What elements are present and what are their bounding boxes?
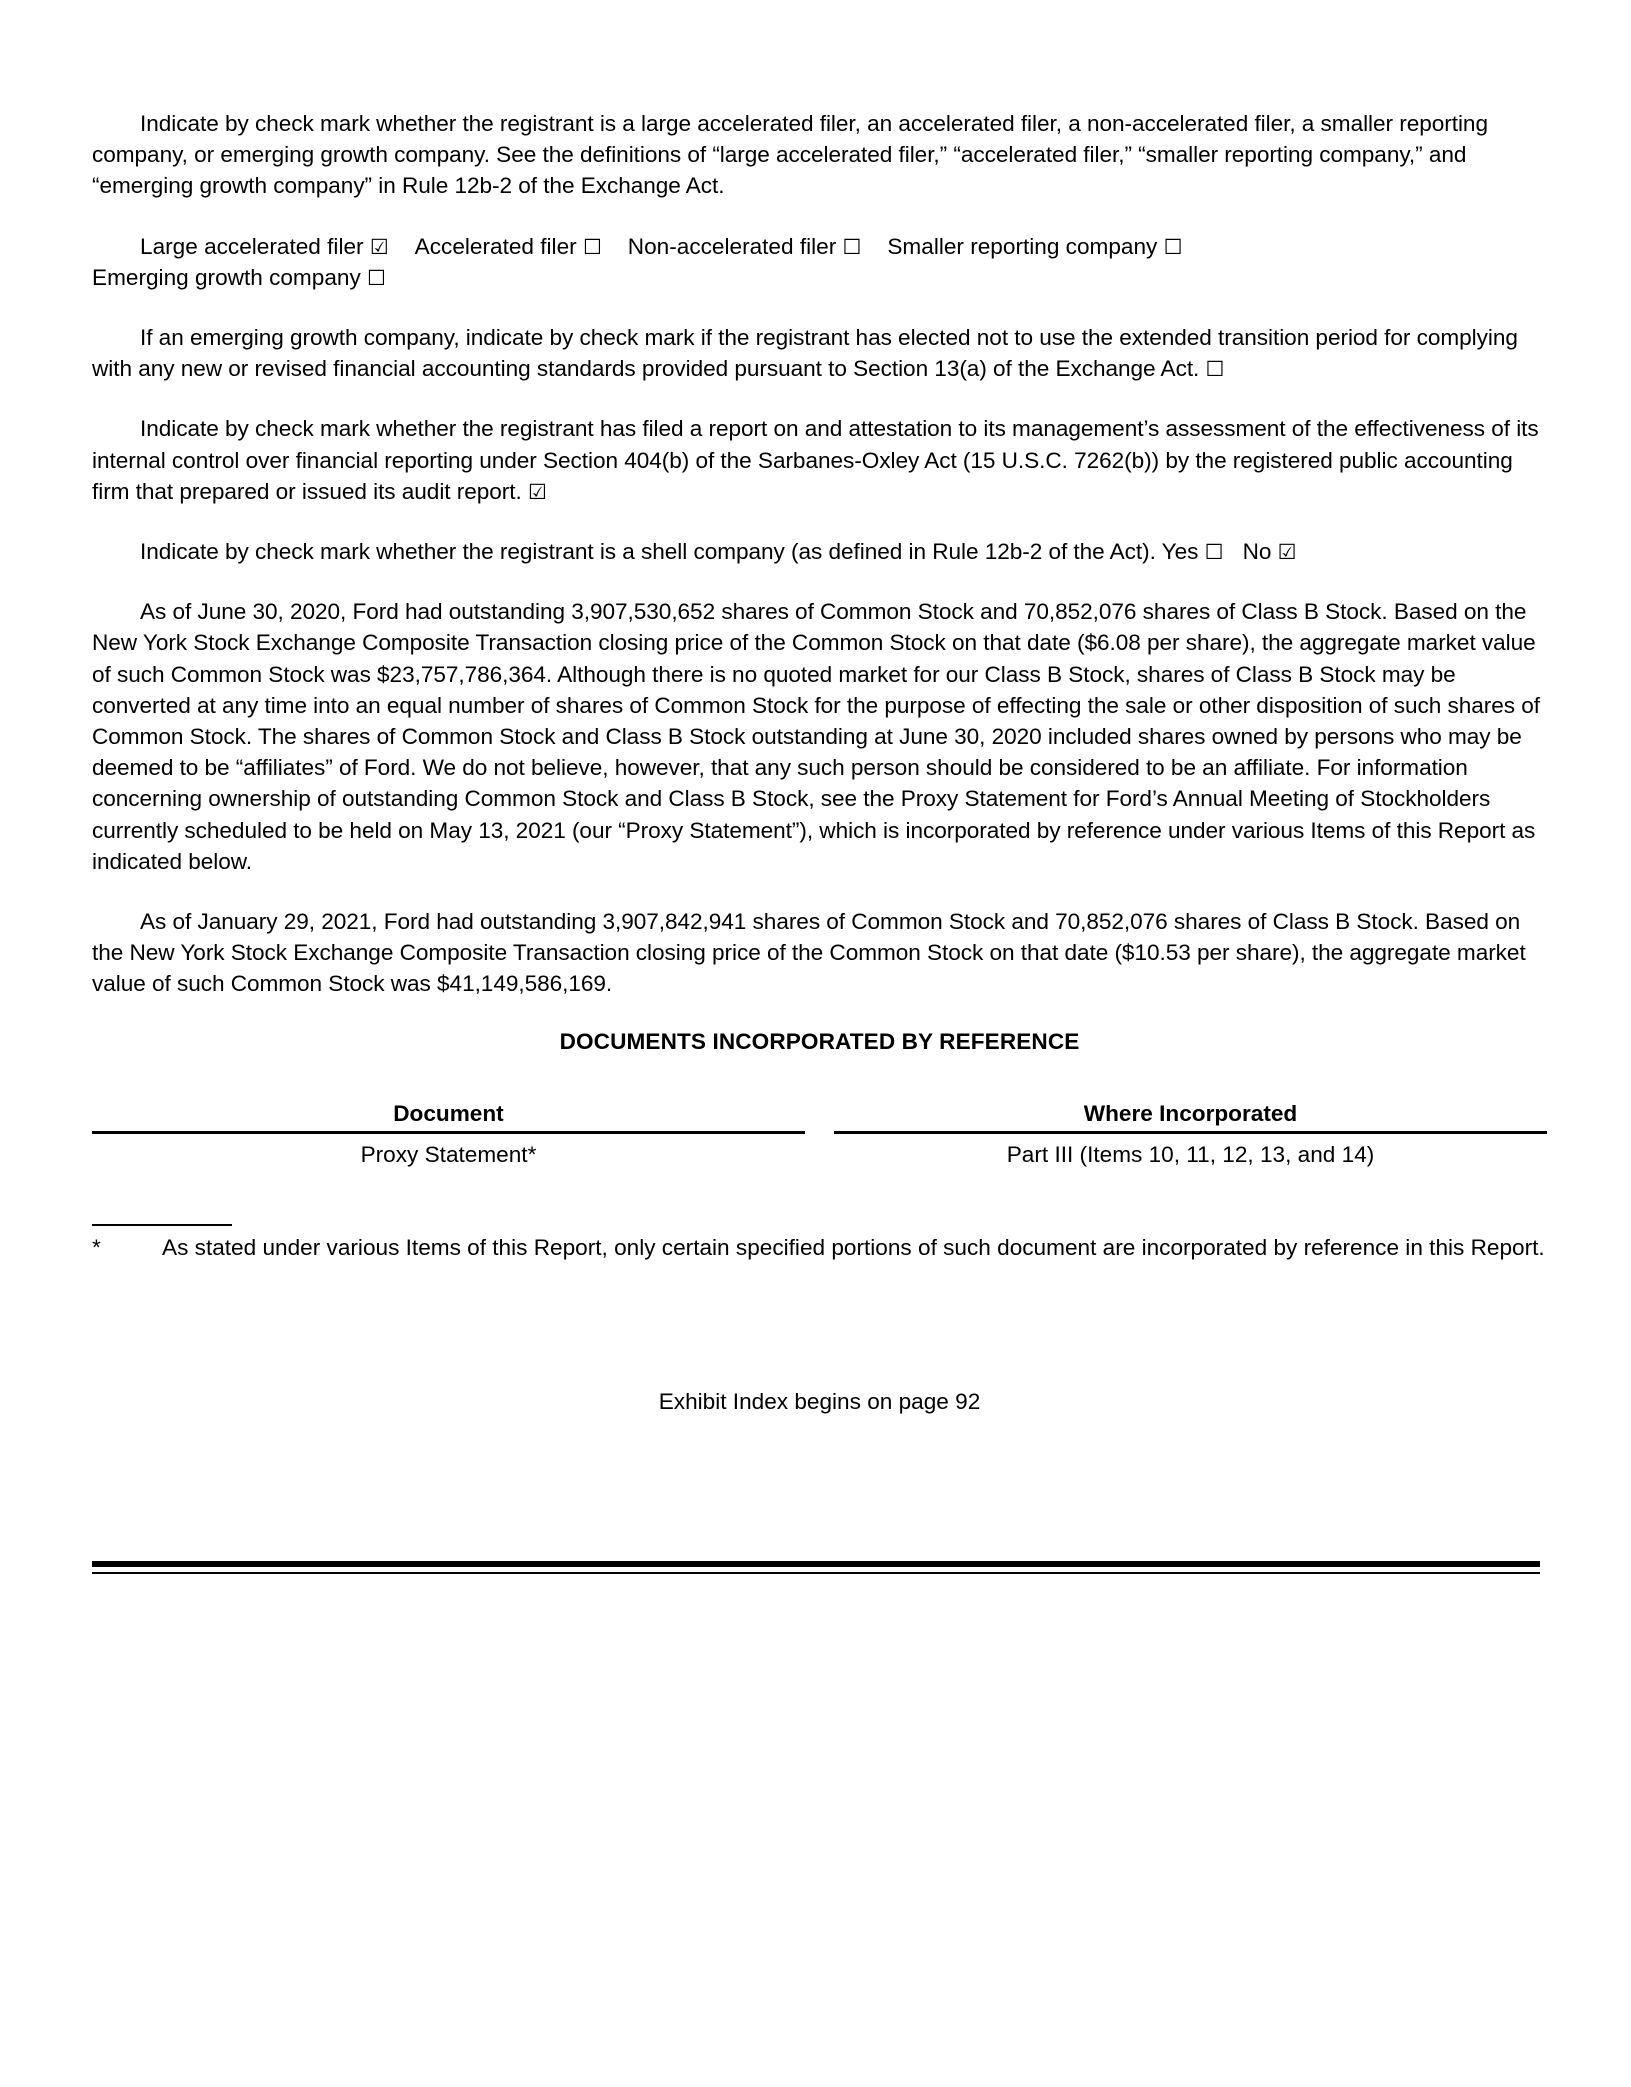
table-header-row bbox=[92, 1101, 1547, 1133]
checkbox-extended-transition-period[interactable]: ☐ bbox=[1205, 357, 1225, 382]
exhibit-index-note: Exhibit Index begins on page 92 bbox=[658, 1388, 981, 1414]
documents-incorporated-title: DOCUMENTS INCORPORATED BY REFERENCE bbox=[559, 1028, 1080, 1054]
checkbox-shell-company-no[interactable]: ☑ bbox=[1277, 540, 1297, 565]
checkbox-emerging-growth-company[interactable]: ☐ bbox=[367, 265, 386, 290]
documents-incorporated-table bbox=[92, 1101, 1547, 1168]
page-bottom-rule-thick bbox=[92, 1561, 1540, 1567]
cell-where-incorporated-part-iii: Part III (Items 10, 11, 12, 13, and 14) bbox=[1006, 1141, 1375, 1167]
filer-option-non-accelerated-label: Non-accelerated filer bbox=[627, 233, 843, 259]
paragraph-attestation-text: Indicate by check mark whether the registrant has filed a report on and attestation to its management’s assessment of the effectiveness of its internal control over financial reporting under Section 404(b) of the Sarbanes-Oxley Act (15 U.S.C. 7262(b)) by the registered public accounting firm that prepared or issued its audit report. bbox=[92, 416, 1539, 504]
shell-company-no-label: No bbox=[1236, 539, 1278, 565]
cell-document-proxy-statement: Proxy Statement* bbox=[360, 1141, 537, 1167]
checkbox-non-accelerated-filer[interactable]: ☐ bbox=[842, 234, 862, 259]
column-header-document: Document bbox=[92, 1101, 805, 1133]
filer-option-large-accelerated-label: Large accelerated filer bbox=[140, 233, 370, 259]
page-content bbox=[92, 108, 1547, 1415]
checkbox-attestation-filed[interactable]: ☑ bbox=[527, 479, 547, 504]
footnote-text: As stated under various Items of this Report, only certain specified portions of such document are incorporated by reference in this Report. bbox=[162, 1234, 1545, 1260]
footnote-divider bbox=[92, 1224, 232, 1226]
filer-option-smaller-reporting-label: Smaller reporting company bbox=[887, 233, 1164, 259]
column-header-where-incorporated: Where Incorporated bbox=[834, 1101, 1547, 1133]
footnote-marker: * bbox=[92, 1234, 101, 1260]
checkbox-shell-company-yes[interactable]: ☐ bbox=[1204, 540, 1224, 565]
filer-status-block bbox=[92, 231, 1547, 293]
footnote bbox=[92, 1232, 1547, 1263]
checkbox-smaller-reporting-company[interactable]: ☐ bbox=[1163, 234, 1183, 259]
paragraph-attestation bbox=[92, 413, 1547, 507]
paragraph-filer-intro: Indicate by check mark whether the registrant is a large accelerated filer, an accelerated filer, a non-accelerated filer, a smaller reporting company, or emerging growth company. See the definitions of “large accelerated filer,” “accelerated filer,” “smaller reporting company,” and “emerging growth company” in Rule 12b-2 of the Exchange Act. bbox=[92, 111, 1488, 199]
cell-spacer bbox=[805, 1132, 834, 1168]
column-spacer bbox=[805, 1101, 834, 1133]
table-row bbox=[92, 1132, 1547, 1168]
page-bottom-rule-thin bbox=[92, 1572, 1540, 1574]
paragraph-shell-company-text: Indicate by check mark whether the registrant is a shell company (as defined in Rule 12b-2 of the Act). Yes bbox=[140, 539, 1205, 565]
paragraph-emerging-growth bbox=[92, 322, 1547, 384]
paragraph-june-2020-shares: As of June 30, 2020, Ford had outstanding 3,907,530,652 shares of Common Stock and 70,852,076 shares of Class B Stock. Based on the New York Stock Exchange Composite Transaction closing price of the Common Stock on that date ($6.08 per share), the aggregate market value of such Common Stock was $23,757,786,364. Although there is no quoted market for our Class B Stock, shares of Class B Stock may be converted at any time into an equal number of shares of Common Stock for the purpose of effecting the sale or other disposition of such shares of Common Stock. The shares of Common Stock and Class B Stock outstanding at June 30, 2020 included shares owned by persons who may be deemed to be “affiliates” of Ford. We do not believe, however, that any such person should be considered to be an affiliate. For information concerning ownership of outstanding Common Stock and Class B Stock, see the Proxy Statement for Ford’s Annual Meeting of Stockholders currently scheduled to be held on May 13, 2021 (our “Proxy Statement”), which is incorporated by reference under various Items of this Report as indicated below. bbox=[92, 599, 1540, 874]
filer-option-emerging-growth-label: Emerging growth company bbox=[92, 264, 368, 290]
filer-option-accelerated-label: Accelerated filer bbox=[414, 233, 583, 259]
checkbox-accelerated-filer[interactable]: ☐ bbox=[582, 234, 602, 259]
paragraph-emerging-growth-text: If an emerging growth company, indicate by check mark if the registrant has elected not to use the extended transition period for complying with any new or revised financial accounting standards provided pursuant to Section 13(a) of the Exchange Act. bbox=[92, 325, 1518, 382]
checkbox-large-accelerated-filer[interactable]: ☑ bbox=[369, 234, 389, 259]
paragraph-shell-company bbox=[92, 536, 1547, 567]
filer-status-line-2 bbox=[92, 262, 1547, 293]
paragraph-january-2021-shares: As of January 29, 2021, Ford had outstanding 3,907,842,941 shares of Common Stock and 70,852,076 shares of Class B Stock. Based on the New York Stock Exchange Composite Transaction closing price of the Common Stock on that date ($10.53 per share), the aggregate market value of such Common Stock was $41,149,586,169. bbox=[92, 909, 1526, 997]
